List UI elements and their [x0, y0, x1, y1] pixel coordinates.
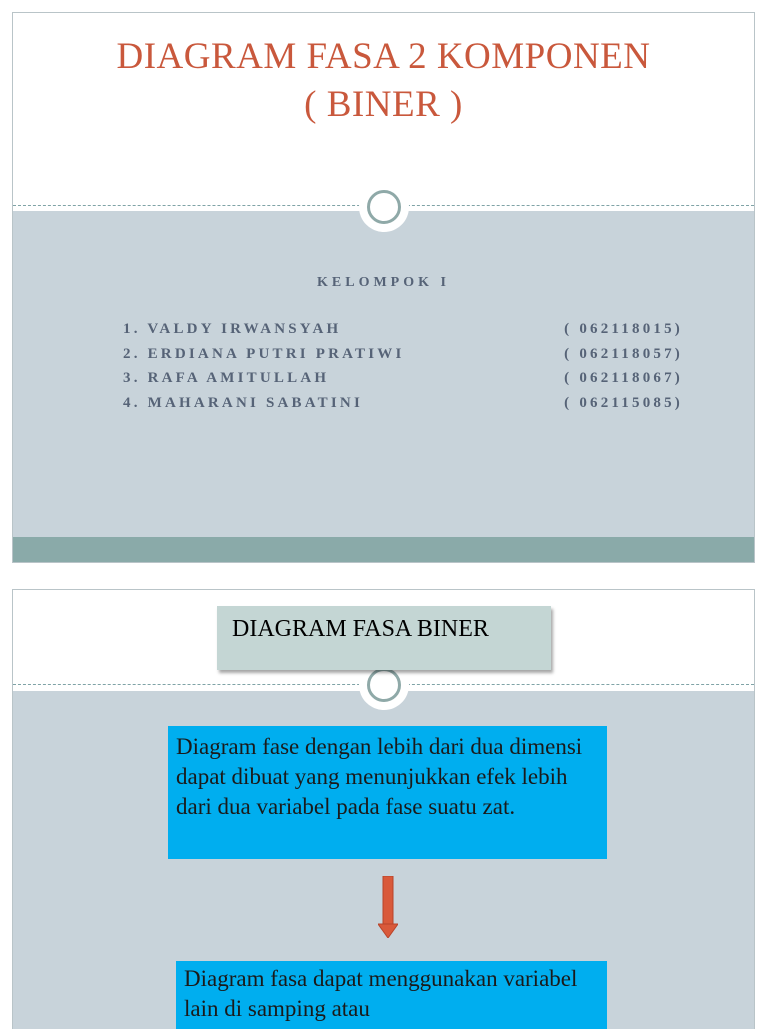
member-row	[123, 370, 683, 395]
member-name: 4. MAHARANI SABATINI	[123, 394, 363, 411]
ring-icon	[359, 182, 409, 232]
info-box-definition: Diagram fase dengan lebih dari dua dimensi dapat dibuat yang menunjukkan efek lebih dari dua variabel pada fase suatu zat.	[168, 726, 607, 859]
member-nim: ( 062118057)	[564, 345, 683, 362]
member-row	[123, 395, 683, 420]
slide-2	[12, 589, 755, 1029]
member-list	[123, 321, 683, 419]
member-row	[123, 346, 683, 371]
arrow-down-icon	[378, 876, 398, 938]
title-line-2: ( BINER )	[304, 84, 463, 125]
member-nim: ( 062118067)	[564, 370, 683, 386]
slide-1-title	[13, 13, 754, 129]
slide-1-title-area	[13, 13, 754, 203]
member-nim: ( 062118015)	[564, 321, 683, 337]
ring-inner	[367, 190, 401, 224]
member-row	[123, 321, 683, 346]
ring-inner	[367, 668, 401, 702]
member-name: 3. RAFA AMITULLAH	[123, 370, 330, 386]
title-line-1: DIAGRAM FASA 2 KOMPONEN	[116, 36, 651, 77]
slide-2-title: DIAGRAM FASA BINER	[217, 606, 551, 670]
member-nim: ( 062115085)	[564, 394, 683, 411]
slide-1	[12, 12, 755, 563]
group-heading: KELOMPOK I	[317, 275, 450, 290]
member-name: 1. VALDY IRWANSYAH	[123, 321, 342, 337]
member-name: 2. ERDIANA PUTRI PRATIWI	[123, 345, 405, 362]
slide-1-footer-bar	[13, 537, 754, 563]
info-box-variables: Diagram fasa dapat menggunakan variabel lain di samping atau	[176, 961, 607, 1029]
slide-1-content	[13, 211, 754, 537]
